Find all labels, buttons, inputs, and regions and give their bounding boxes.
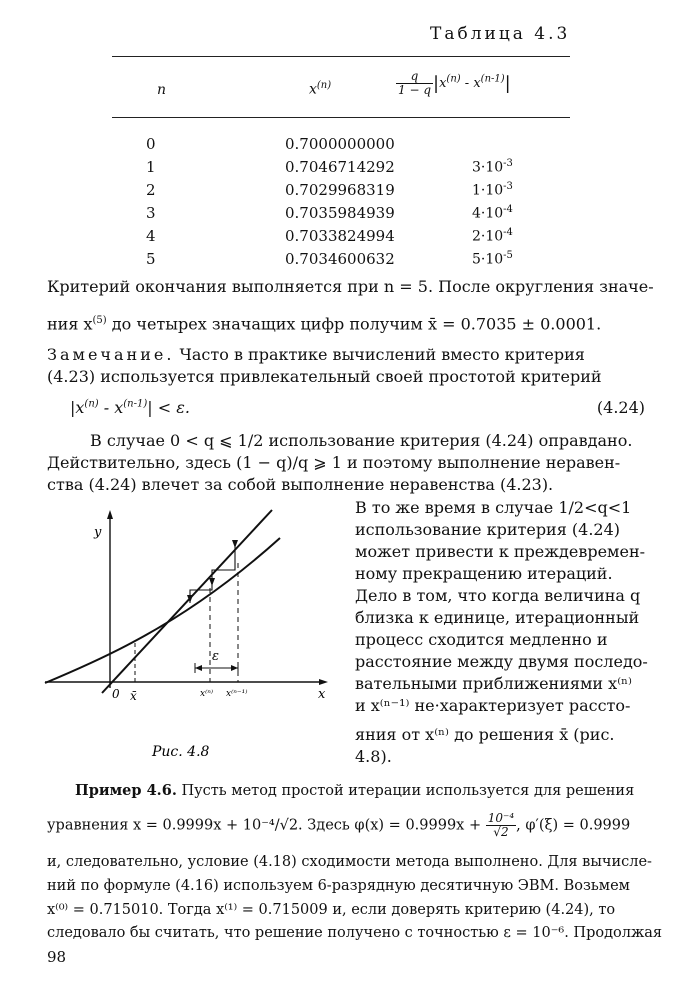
row-0-n: 0 (146, 135, 156, 153)
para-criterion-line-2: ния $x^{(5)}$ до четырех значащих цифр получим x̄ = 0.7035 ± 0.0001. (47, 314, 602, 334)
page-number: 98 (47, 948, 67, 966)
header-diff-b-sup: (n-1) (480, 73, 505, 85)
origin-label: 0 (112, 687, 120, 701)
row-5-err: $5\cdot 10^{-5}$ (472, 250, 513, 268)
side-line-12: 4.8). (355, 747, 392, 766)
row-2-err: $1\cdot 10^{-3}$ (472, 181, 513, 199)
side-line-4: ному прекращению итераций. (355, 564, 613, 583)
example-line-2: уравнения x = 0.9999x + 10⁻⁴/√2. Здесь φ(x) = 0.9999x + $\frac{\text{10⁻⁴}}{√2}$ , φ′(ξ) = 0.9999 (47, 811, 631, 839)
row-3-n: 3 (146, 204, 156, 222)
table-caption: Таблица 4.3 (430, 24, 571, 44)
row-4-n: 4 (146, 227, 156, 245)
example-title: Пример 4.6. (75, 782, 177, 799)
header-x: $x^{(n)}$ (309, 80, 332, 98)
side-line-2: использование критерия (4.24) (355, 520, 621, 539)
side-line-8: расстояние между двумя последо- (355, 652, 648, 671)
row-5-n: 5 (146, 250, 156, 268)
row-1-x: 0.7046714292 (285, 158, 395, 176)
eps-arrow-left (195, 665, 202, 671)
para-case-line-3: ства (4.24) влечет за собой выполнение неравенства (4.23). (47, 475, 554, 494)
x-axis-arrow (319, 679, 328, 685)
eps-label: ε (212, 649, 219, 664)
remark-line-1: Замечание. Часто в практике вычислений вместо критерия (47, 345, 585, 364)
iteration-staircase (190, 545, 235, 603)
side-line-10: и x⁽ⁿ⁻¹⁾ не·характеризует рассто- (355, 696, 631, 715)
row-3-err: $4\cdot 10^{-4}$ (472, 204, 513, 222)
example-line-6: следовало бы считать, что решение получено с точностью ε = 10⁻⁶. Продолжая (47, 925, 663, 941)
side-line-1: В то же время в случае 1/2<q<1 (355, 498, 632, 517)
y-axis-arrow (107, 510, 113, 519)
header-diff-a-sup: (n) (446, 73, 461, 85)
row-1-n: 1 (146, 158, 156, 176)
side-line-9: вательными приближениями x⁽ⁿ⁾ (355, 674, 632, 693)
table-header-rule (112, 117, 570, 118)
header-x-sup: (n) (316, 80, 332, 91)
row-2-x: 0.7029968319 (285, 181, 395, 199)
side-line-7: процесс сходится медленно и (355, 630, 608, 649)
header-frac-den: 1 − q (398, 83, 431, 97)
remark-word: Замечание. (47, 345, 175, 364)
example-line-1: Пример 4.6. Пусть метод простой итерации используется для решения (75, 782, 635, 799)
figure-4-8 (40, 508, 340, 768)
header-fraction (396, 70, 433, 97)
xn1-label: x⁽ⁿ⁻¹⁾ (226, 689, 248, 699)
x-label: x (318, 687, 326, 702)
header-diff-a: x (439, 76, 447, 91)
arrow-2 (209, 578, 215, 586)
bisector-line (102, 510, 272, 693)
row-0-x: 0.7000000000 (285, 135, 395, 153)
para-criterion-line-1: Критерий окончания выполняется при n = 5. После округления значе- (47, 277, 654, 296)
example-line-4: ний по формуле (4.16) используем 6-разрядную десятичную ЭВМ. Возьмем (47, 878, 630, 894)
phi-curve (45, 538, 280, 683)
para-case-line-1: В случае 0 < q ⩽ 1/2 использование критерия (4.24) оправдано. (90, 431, 633, 450)
remark-line-2: (4.23) используется привлекательный своей простотой критерий (47, 367, 602, 386)
equation-4-24: $|x^{(n)} - x^{(n-1)}| < \varepsilon$. (70, 398, 190, 417)
eps-arrow-right (231, 665, 238, 671)
xbar-label: x̄ (130, 689, 137, 703)
y-label: y (94, 525, 102, 540)
row-5-x: 0.7034600632 (285, 250, 395, 268)
header-frac-num: q (396, 70, 433, 84)
para-case-line-2: Действительно, здесь (1 − q)/q ⩾ 1 и поэтому выполнение неравен- (47, 453, 621, 472)
side-line-5: Дело в том, что когда величина q (355, 586, 641, 605)
header-error: $\frac{q}{1 - q}$ $|x^{(n)} - x^{(n-1)}|$ (398, 69, 511, 97)
row-4-err: $2\cdot 10^{-4}$ (472, 227, 513, 245)
side-line-11: яния от x⁽ⁿ⁾ до решения x̄ (рис. (355, 725, 615, 744)
figure-caption: Рис. 4.8 (152, 744, 210, 760)
side-line-6: близка к единице, итерационный (355, 608, 640, 627)
row-3-x: 0.7035984939 (285, 204, 395, 222)
example-fraction: $\frac{\text{10⁻⁴}}{√2}$ (487, 811, 515, 839)
example-line-5: x⁽⁰⁾ = 0.715010. Тогда x⁽¹⁾ = 0.715009 и, если доверять критерию (4.24), то (47, 902, 616, 918)
table-top-rule (112, 56, 570, 57)
equation-number: (4.24) (596, 398, 645, 417)
row-2-n: 2 (146, 181, 156, 199)
header-diff-mid: - x (460, 76, 481, 91)
row-1-err: $3\cdot 10^{-3}$ (472, 158, 513, 176)
row-4-x: 0.7033824994 (285, 227, 395, 245)
example-line-3: и, следовательно, условие (4.18) сходимости метода выполнено. Для вычисле- (47, 854, 652, 870)
header-n: n (157, 82, 167, 98)
side-line-3: может привести к преждевремен- (355, 542, 646, 561)
xn-label: x⁽ⁿ⁾ (200, 689, 214, 699)
